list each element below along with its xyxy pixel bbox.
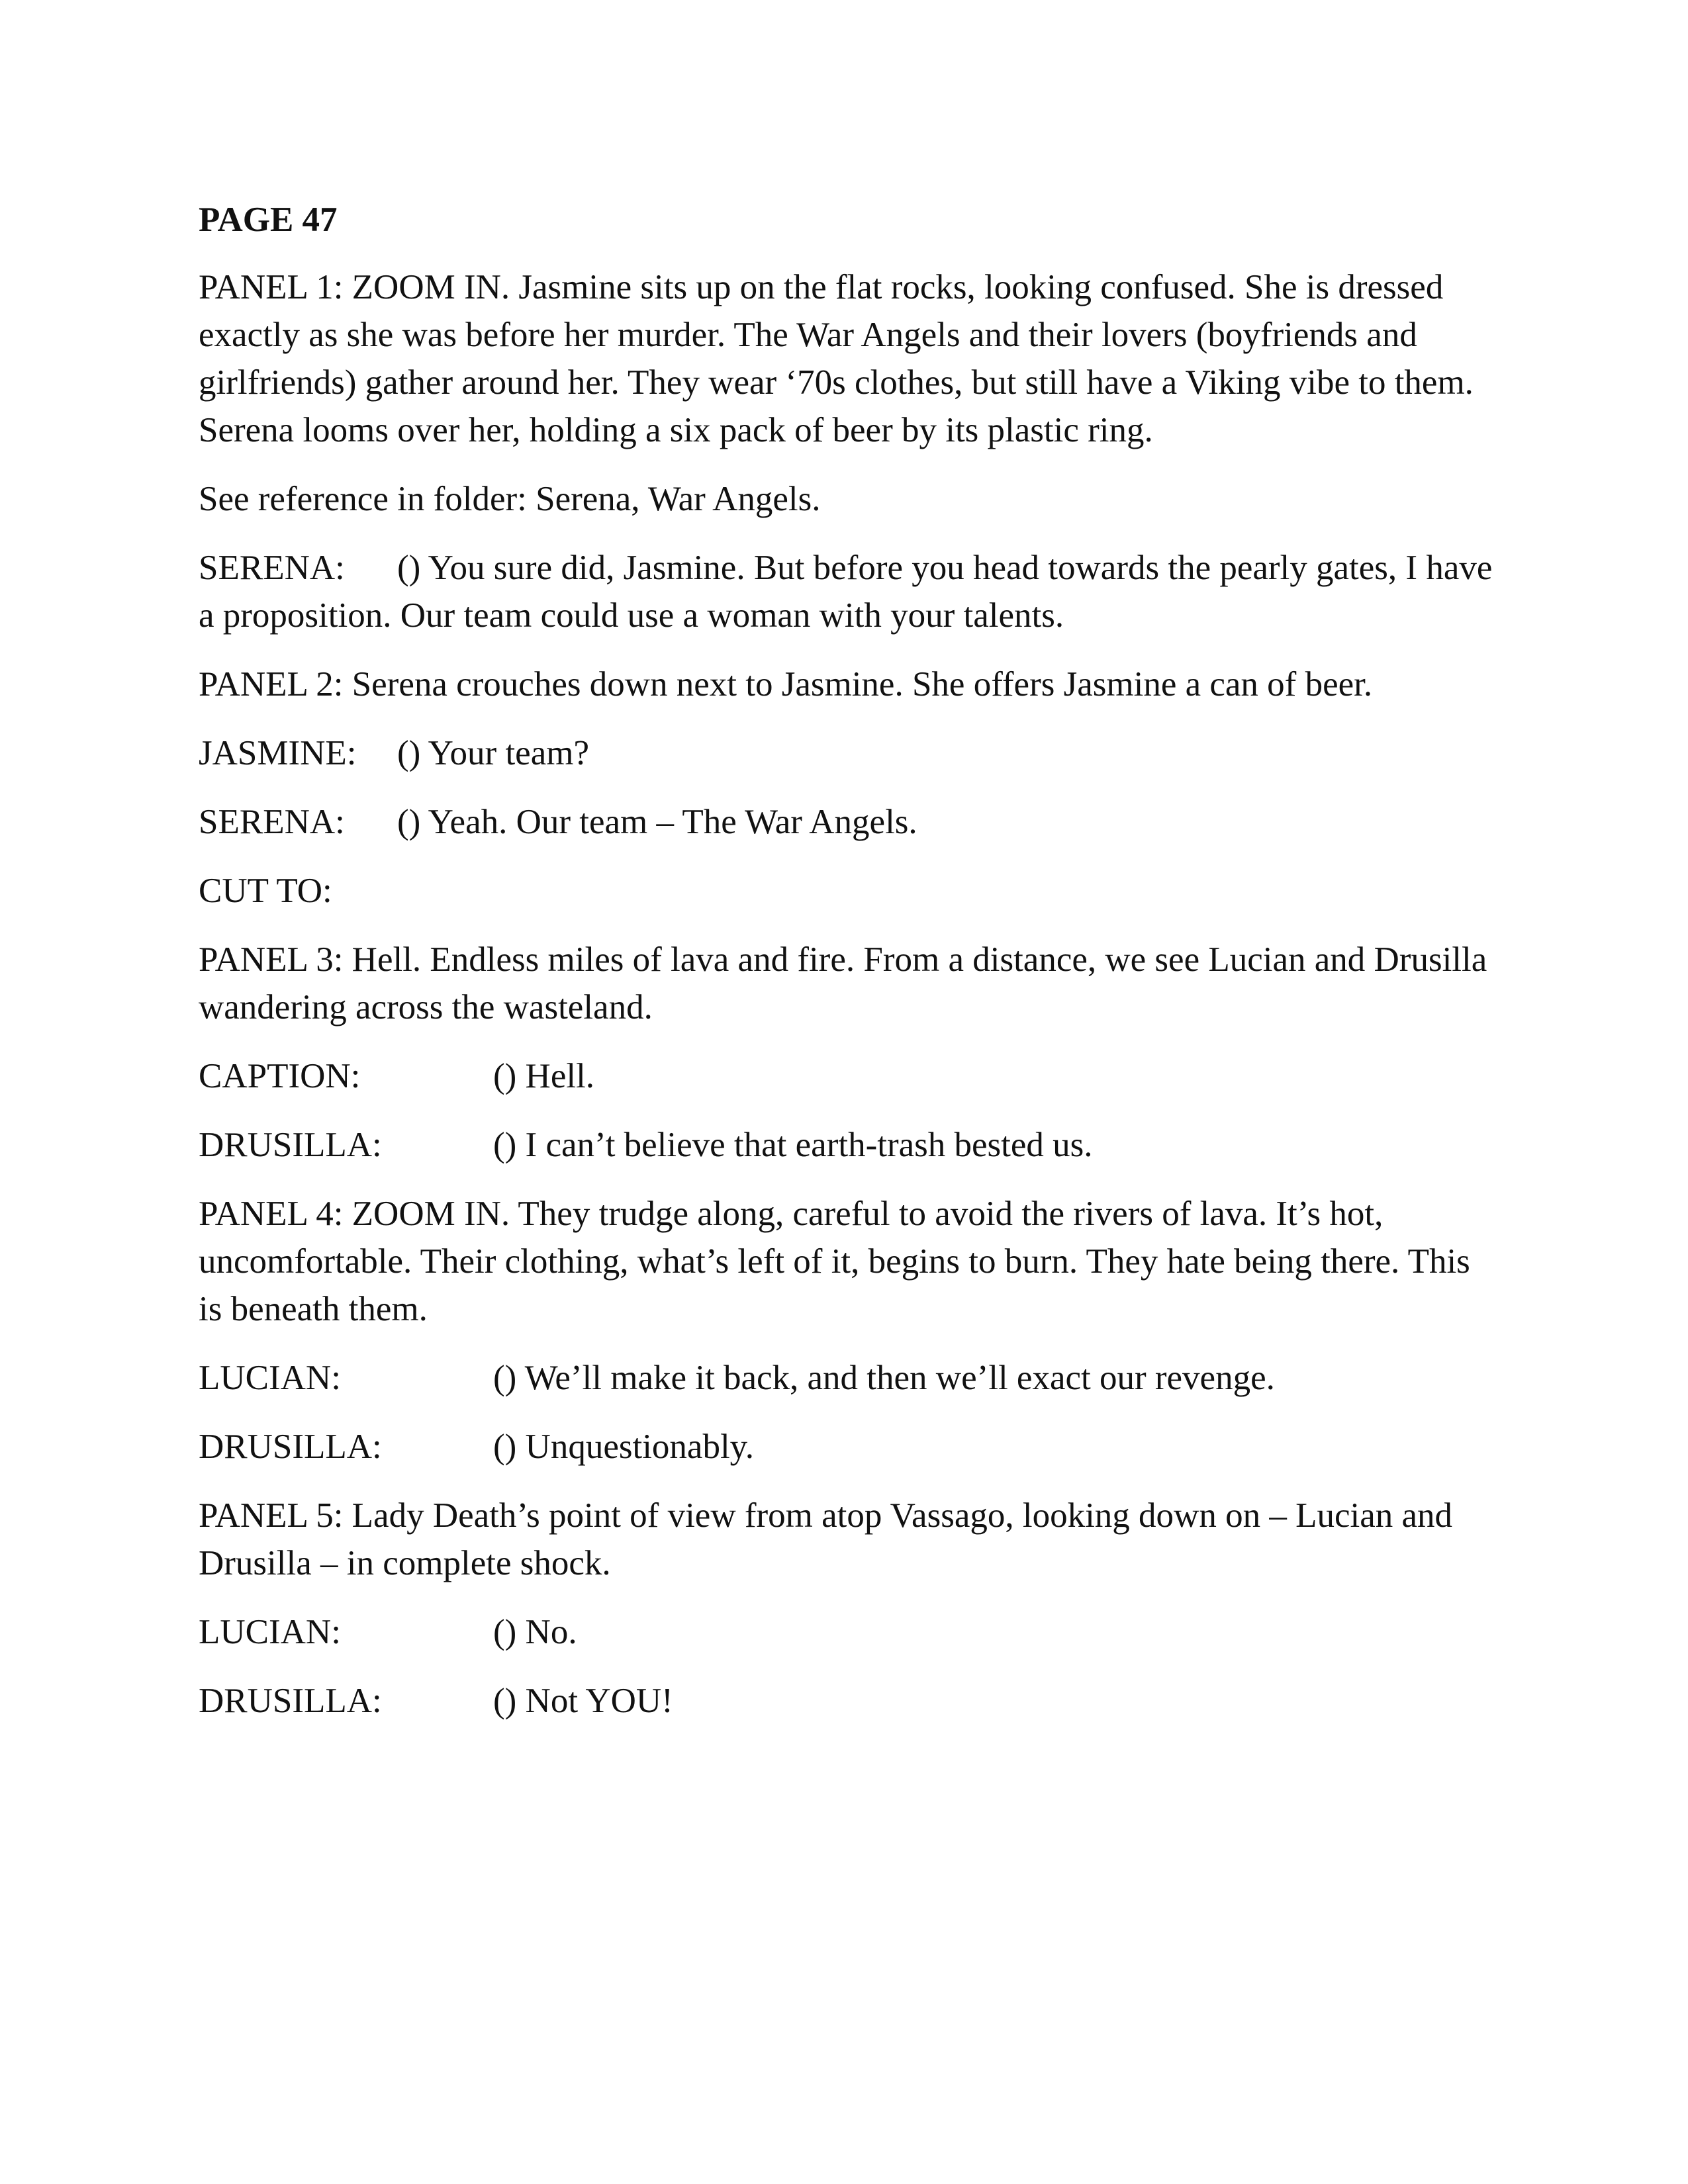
speaker-label: SERENA: <box>199 803 345 841</box>
speaker-label: JASMINE: <box>199 734 357 772</box>
reference-note: See reference in folder: Serena, War Angels. <box>199 480 821 518</box>
panel-4-description: PANEL 4: ZOOM IN. They trudge along, careful to avoid the rivers of lava. It’s hot, uncomfortable. Their clothing, what’s left of it, begins to burn. They hate being there. This is beneath them. <box>199 1195 1470 1328</box>
speaker-label: CAPTION: <box>199 1057 361 1095</box>
dialogue-line: () Your team? <box>397 734 589 772</box>
page-title: PAGE 47 <box>199 201 338 239</box>
dialogue-jasmine-1 <box>199 729 1496 777</box>
dialogue-line: () No. <box>493 1613 577 1651</box>
speaker-label: LUCIAN: <box>199 1359 341 1397</box>
dialogue-lucian-1 <box>199 1354 1496 1402</box>
speaker-label: DRUSILLA: <box>199 1126 382 1164</box>
speaker-label: SERENA: <box>199 549 345 587</box>
dialogue-serena-2 <box>199 798 1496 846</box>
panel-5-description: PANEL 5: Lady Death’s point of view from atop Vassago, looking down on – Lucian and Drusilla – in complete shock. <box>199 1496 1452 1582</box>
speaker-label: LUCIAN: <box>199 1613 341 1651</box>
dialogue-caption-1 <box>199 1052 1496 1100</box>
dialogue-drusilla-1 <box>199 1121 1496 1169</box>
dialogue-drusilla-2 <box>199 1423 1496 1471</box>
dialogue-line: () Hell. <box>493 1057 595 1095</box>
panel-2-description: PANEL 2: Serena crouches down next to Jasmine. She offers Jasmine a can of beer. <box>199 665 1373 704</box>
dialogue-line: () Yeah. Our team – The War Angels. <box>397 803 917 841</box>
dialogue-line: () Not YOU! <box>493 1682 673 1720</box>
panel-1-description: PANEL 1: ZOOM IN. Jasmine sits up on the flat rocks, looking confused. She is dressed exactly as she was before her murder. The War Angels and their lovers (boyfriends and girlfriends) gather around her. They wear ‘70s clothes, but still have a Viking vibe to them. Serena looms over her, holding a six pack of beer by its plastic ring. <box>199 268 1474 449</box>
speaker-label: DRUSILLA: <box>199 1682 382 1720</box>
dialogue-lucian-2 <box>199 1608 1496 1656</box>
dialogue-line: () You sure did, Jasmine. But before you head towards the pearly gates, I have a proposition. Our team could use a woman with your talents. <box>199 549 1493 635</box>
speaker-label: DRUSILLA: <box>199 1428 382 1466</box>
cut-to-transition: CUT TO: <box>199 872 332 910</box>
dialogue-line: () I can’t believe that earth-trash bested us. <box>493 1126 1093 1164</box>
dialogue-line: () We’ll make it back, and then we’ll exact our revenge. <box>493 1359 1275 1397</box>
dialogue-line: () Unquestionably. <box>493 1428 754 1466</box>
panel-3-description: PANEL 3: Hell. Endless miles of lava and fire. From a distance, we see Lucian and Drusilla wandering across the wasteland. <box>199 940 1487 1026</box>
dialogue-drusilla-3 <box>199 1677 1496 1725</box>
dialogue-serena-1 <box>199 544 1496 639</box>
script-content <box>199 196 1496 1746</box>
